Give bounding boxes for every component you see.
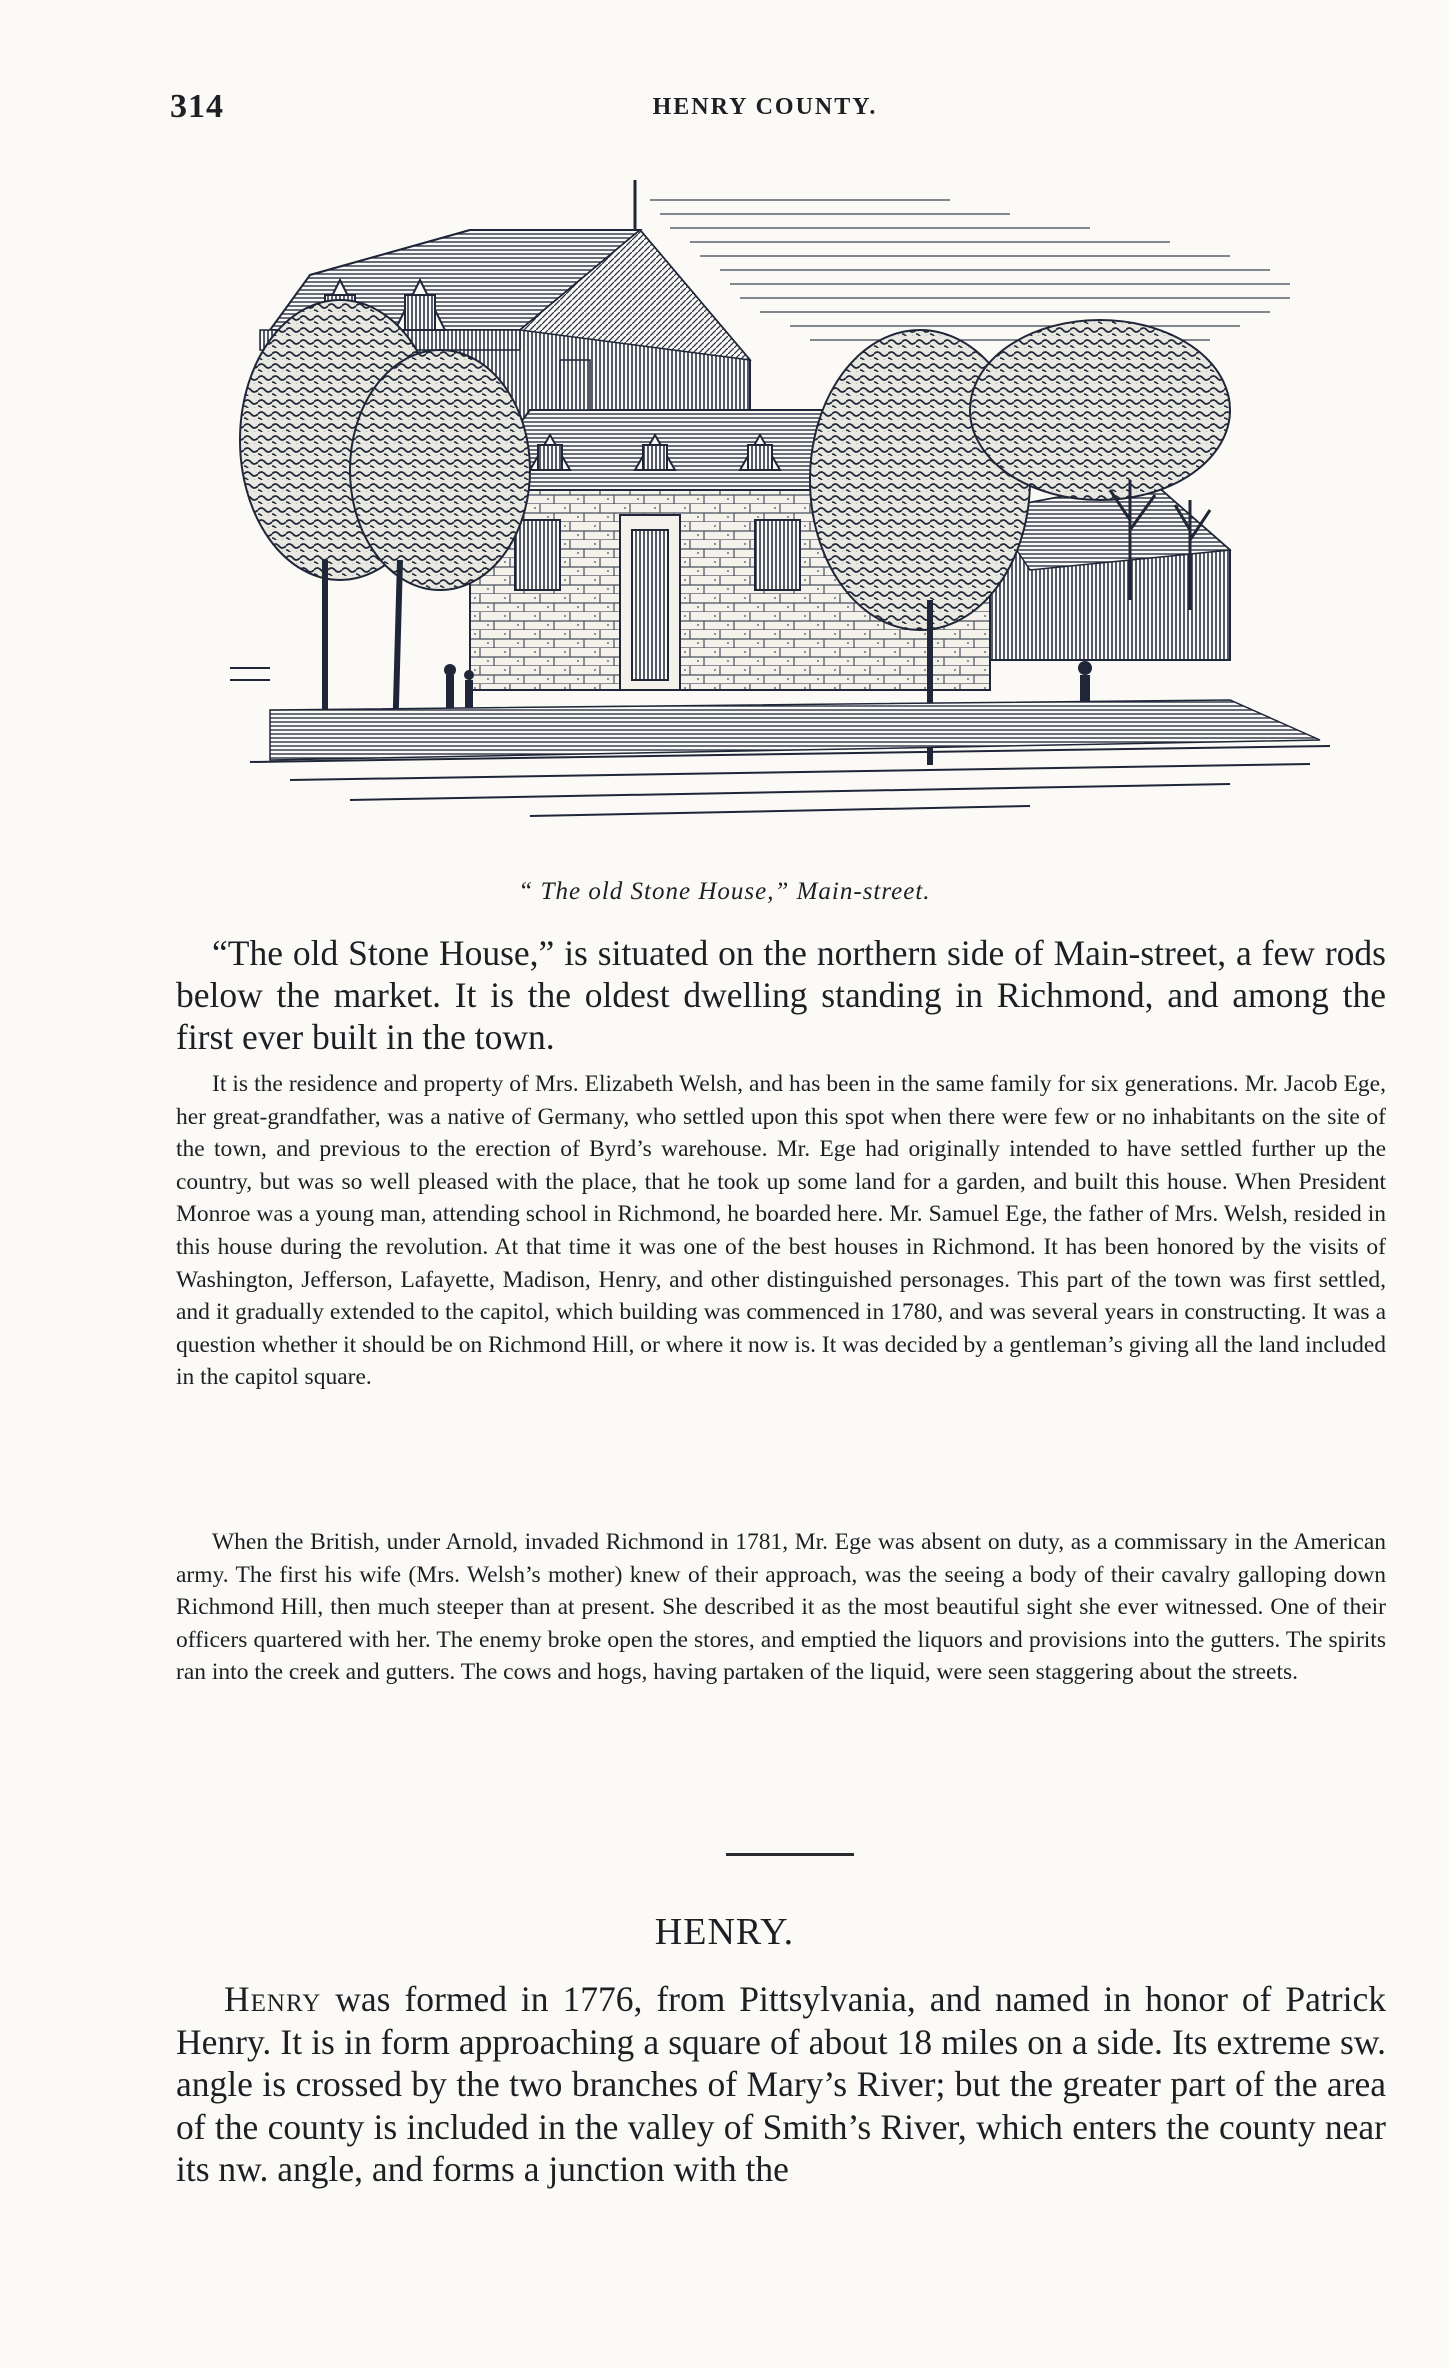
section-paragraph [176, 1978, 1386, 2191]
section-paragraph-text: was formed in 1776, from Pittsylvania, and named in honor of Patrick Henry. It is in form approaching a square of about 18 miles on a side. Its extreme sw. angle is crossed by the two branches of Mary’s River; but the greater part of the area of the county is included in the valley of Smith’s River, which enters the county near its nw. angle, and forms a junction with the [176, 1979, 1386, 2189]
lead-paragraph: “The old Stone House,” is situated on the northern side of Main-street, a few rods below the market. It is the oldest dwelling standing in Richmond, and among the first ever built in the town. [176, 933, 1386, 1057]
page-header [170, 88, 1360, 128]
engraving-old-stone-house [230, 180, 1340, 870]
body-paragraph-1: It is the residence and property of Mrs. Elizabeth Welsh, and has been in the same family for six generations. Mr. Jacob Ege, her great-grandfather, was a native of Germany, who settled upon this spot when there were few or no inhabitants on the site of the town, and previous to the erection of Byrd’s warehouse. Mr. Ege had originally intended to have settled further up the country, but was so well pleased with the place, that he took up some land for a garden, and built this house. When President Monroe was a young man, attending school in Richmond, he boarded here. Mr. Samuel Ege, the father of Mrs. Welsh, resided in this house during the revolution. At that time it was one of the best houses in Richmond. It has been honored by the visits of Washington, Jefferson, Lafayette, Madison, Henry, and other distinguished personages. This part of the town was first settled, and it gradually extended to the capitol, which building was commenced in 1780, and was several years in constructing. It was a question whether it should be on Richmond Hill, or where it now is. It was decided by a gentleman’s giving all the land included in the capitol square. [176, 1071, 1386, 1391]
section-divider [726, 1853, 854, 1856]
illustration-caption: “ The old Stone House,” Main-street. [518, 878, 931, 905]
section-title: HENRY. [654, 1911, 795, 1953]
body-paragraph-2: When the British, under Arnold, invaded Richmond in 1781, Mr. Ege was absent on duty, as a commissary in the American army. The first his wife (Mrs. Welsh’s mother) knew of their approach, was the seeing a body of their cavalry galloping down Richmond Hill, then much steeper than at present. She described it as the most beautiful sight she ever witnessed. One of their officers quartered with her. The enemy broke open the stores, and emptied the liquors and provisions into the gutters. The spirits ran into the creek and gutters. The cows and hogs, having partaken of the liquid, were seen staggering about the streets. [176, 1529, 1386, 1686]
page-number: 314 [170, 88, 224, 125]
running-head: HENRY COUNTY. [652, 94, 878, 120]
section-lead-word: Henry [224, 1979, 322, 2019]
